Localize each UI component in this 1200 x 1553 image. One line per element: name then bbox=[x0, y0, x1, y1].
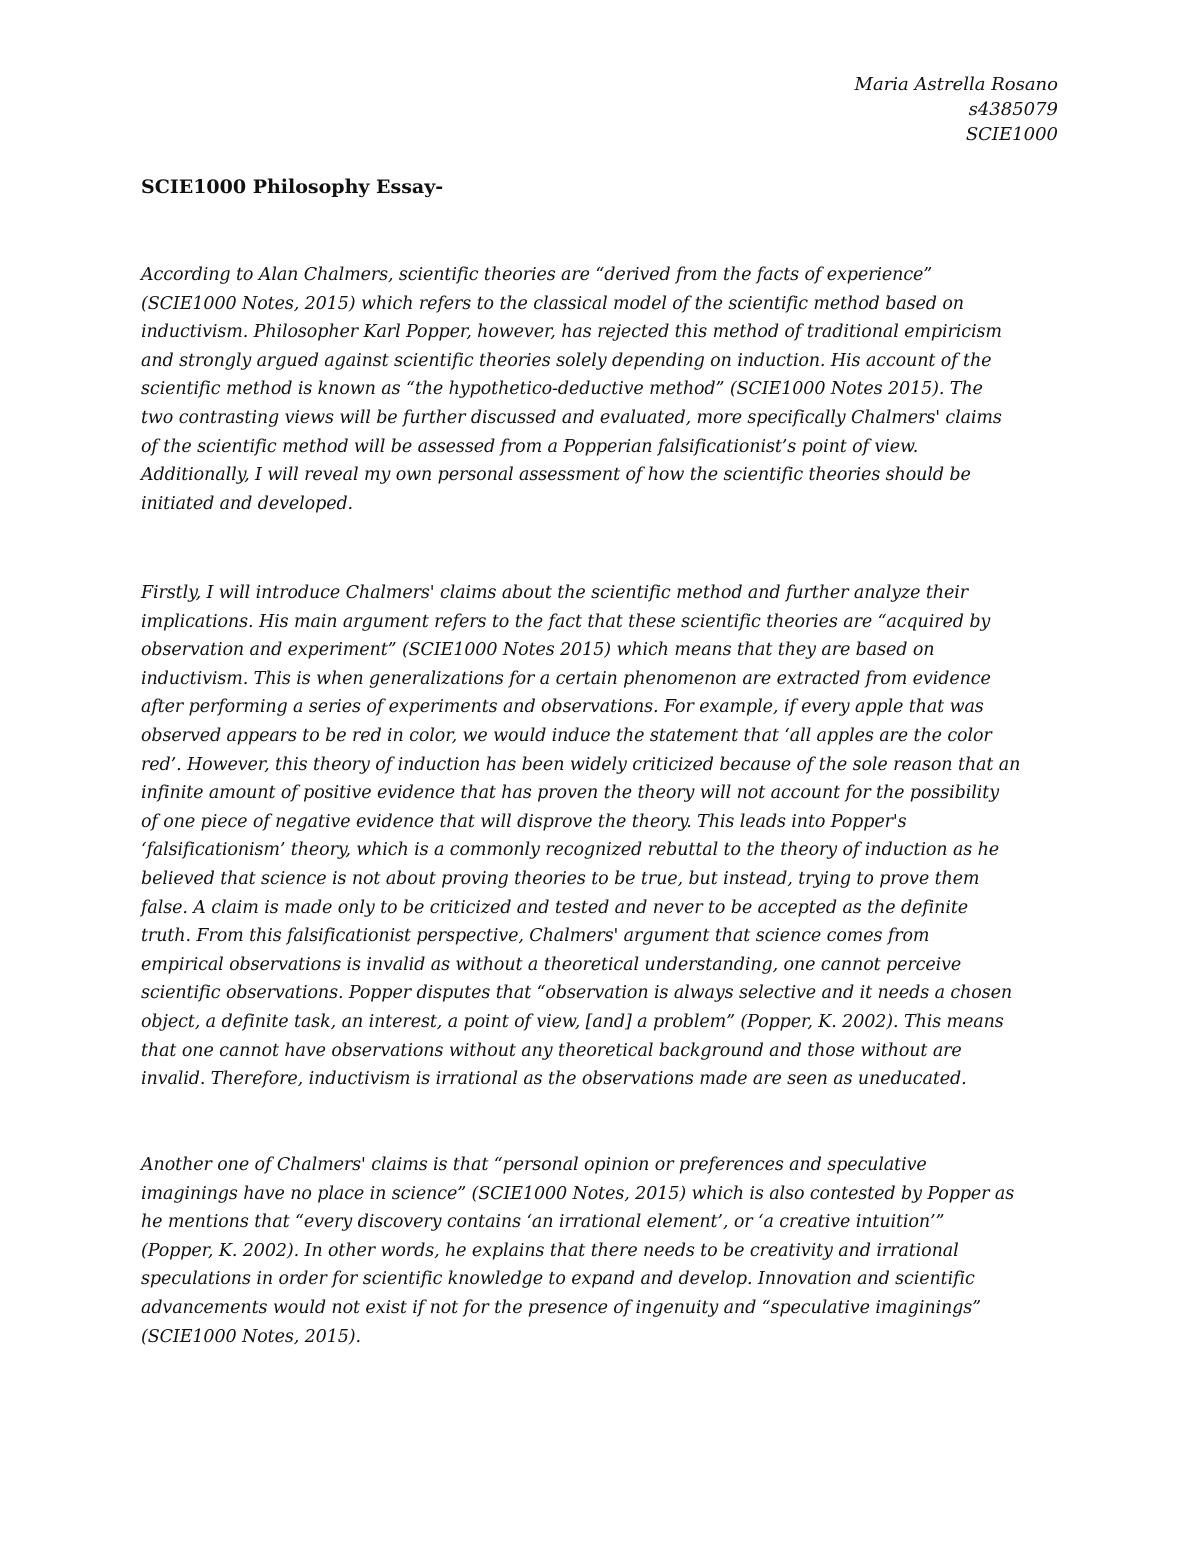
text-line: (SCIE1000 Notes, 2015). bbox=[141, 1326, 361, 1347]
text-line: (Popper, K. 2002). In other words, he explains that there needs to be creativity and irrational bbox=[141, 1240, 959, 1261]
paragraph-introduction bbox=[141, 261, 1071, 518]
text-line: infinite amount of positive evidence that has proven the theory will not account for the possibility bbox=[141, 783, 999, 804]
text-line: believed that science is not about proving theories to be true, but instead, trying to prove them bbox=[141, 868, 980, 889]
text-line: invalid. Therefore, inductivism is irrational as the observations made are seen as uneducated. bbox=[141, 1069, 967, 1090]
text-line: implications. His main argument refers to the fact that these scientific theories are “acquired by bbox=[141, 611, 991, 632]
text-line: imaginings have no place in science” (SCIE1000 Notes, 2015) which is also contested by Popper as bbox=[141, 1183, 1015, 1204]
text-line: two contrasting views will be further discussed and evaluated, more specifically Chalmers' claims bbox=[141, 407, 1002, 428]
student-id: s4385079 bbox=[968, 99, 1058, 120]
text-line: after performing a series of experiments and observations. For example, if every apple that was bbox=[141, 697, 984, 718]
text-line: initiated and developed. bbox=[141, 493, 354, 514]
text-line: scientific observations. Popper disputes that “observation is always selective and it needs a chosen bbox=[141, 983, 1013, 1004]
text-line: observation and experiment” (SCIE1000 Notes 2015) which means that they are based on bbox=[141, 640, 935, 661]
text-line: Another one of Chalmers' claims is that “personal opinion or preferences and speculative bbox=[141, 1155, 927, 1175]
text-line: truth. From this falsificationist perspective, Chalmers' argument that science comes from bbox=[141, 926, 930, 947]
text-line: observed appears to be red in color, we would induce the statement that ‘all apples are the color bbox=[141, 725, 992, 746]
text-line: that one cannot have observations without any theoretical background and those without are bbox=[141, 1040, 962, 1061]
text-line: Additionally, I will reveal my own personal assessment of how the scientific theories should be bbox=[141, 465, 971, 486]
text-line: inductivism. This is when generalizations for a certain phenomenon are extracted from evidence bbox=[141, 668, 991, 689]
course-code: SCIE1000 bbox=[965, 124, 1058, 145]
text-line: inductivism. Philosopher Karl Popper, however, has rejected this method of traditional empiricism bbox=[141, 322, 1002, 343]
paragraph-chalmers-claims bbox=[141, 579, 1071, 1094]
text-line: Firstly, I will introduce Chalmers' claims about the scientific method and further analyze their bbox=[141, 583, 968, 603]
text-line: (SCIE1000 Notes, 2015) which refers to the classical model of the scientific method based on bbox=[141, 293, 964, 314]
text-line: of the scientific method will be assessed from a Popperian falsificationist’s point of view. bbox=[141, 436, 919, 457]
text-line: false. A claim is made only to be criticized and tested and never to be accepted as the definite bbox=[141, 897, 969, 918]
author-header bbox=[855, 72, 1058, 147]
text-line: empirical observations is invalid as without a theoretical understanding, one cannot perceive bbox=[141, 954, 962, 975]
text-line: According to Alan Chalmers, scientific theories are “derived from the facts of experience” bbox=[141, 265, 933, 285]
author-name: Maria Astrella Rosano bbox=[854, 74, 1058, 95]
text-line: he mentions that “every discovery contains ‘an irrational element’, or ‘a creative intuition’” bbox=[141, 1212, 945, 1233]
text-line: advancements would not exist if not for the presence of ingenuity and “speculative imaginings” bbox=[141, 1297, 981, 1318]
text-line: object, a definite task, an interest, a point of view, [and] a problem” (Popper, K. 2002). This means bbox=[141, 1011, 1004, 1032]
paragraph-speculative-imaginings bbox=[141, 1151, 1071, 1351]
text-line: of one piece of negative evidence that will disprove the theory. This leads into Popper's bbox=[141, 811, 907, 832]
essay-title: SCIE1000 Philosophy Essay- bbox=[141, 176, 444, 198]
text-line: and strongly argued against scientific theories solely depending on induction. His account of the bbox=[141, 350, 992, 371]
text-line: red’. However, this theory of induction has been widely criticized because of the sole reason that an bbox=[141, 754, 1021, 775]
text-line: speculations in order for scientific knowledge to expand and develop. Innovation and scientific bbox=[141, 1269, 975, 1290]
text-line: scientific method is known as “the hypothetico-deductive method” (SCIE1000 Notes 2015). The bbox=[141, 379, 983, 400]
text-line: ‘falsificationism’ theory, which is a commonly recognized rebuttal to the theory of induction as he bbox=[141, 840, 1000, 861]
